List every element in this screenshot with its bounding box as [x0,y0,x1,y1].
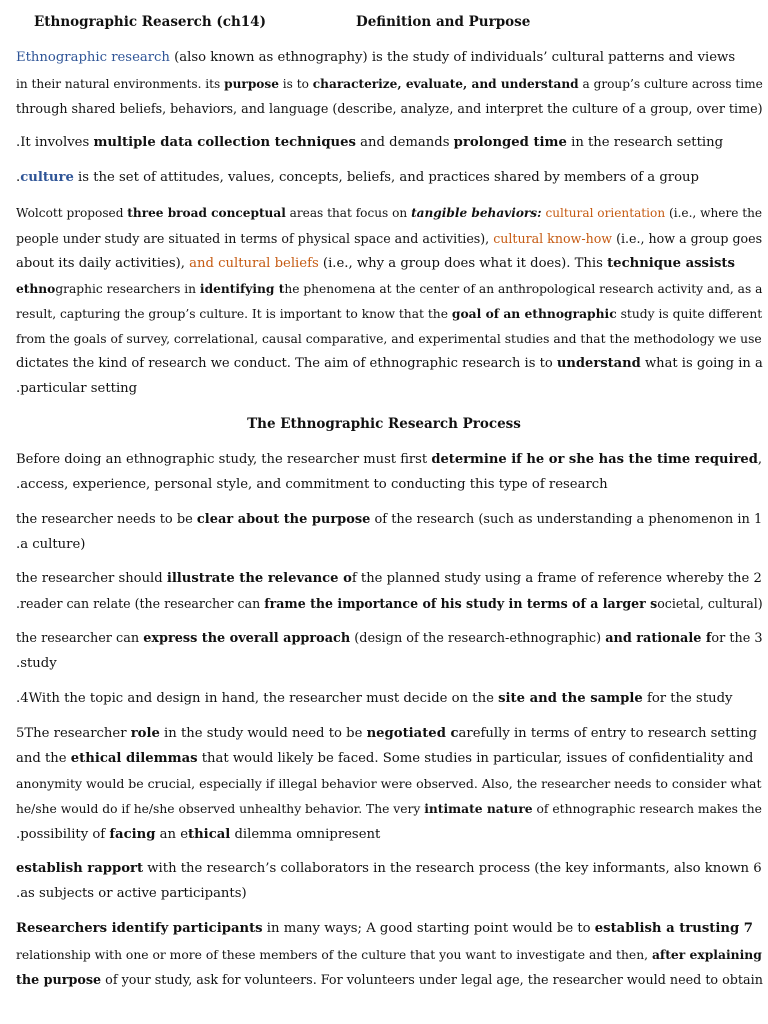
paragraph-line: through shared beliefs, behaviors, and language (describe, analyze, and interpret the culture of a group, over time) [16,101,763,116]
paragraph-line: and the ethical dilemmas that would likely be faced. Some studies in particular, issues of confidentiality and [16,751,754,766]
paragraph-line: people under study are situated in terms of physical space and activities), cultural know-how (i.e., how a group goes [16,231,763,246]
list-item-step-1: the researcher needs to be clear about the purpose of the research (such as understanding a phenomenon in 1 [16,512,763,527]
paragraph-line: Before doing an ethnographic study, the researcher must first determine if he or she has the time required, [16,452,763,467]
paragraph-line: .It involves multiple data collection techniques and demands prolonged time in the research setting [16,135,724,150]
term-cultural-know-how: cultural know-how [493,231,613,246]
paragraph-line: result, capturing the group’s culture. It is important to know that the goal of an ethnographic study is quite different [16,306,763,321]
list-item-step-5: 5The researcher role in the study would need to be negotiated carefully in terms of entry to research setting [16,726,757,741]
paragraph-line: .possibility of facing an ethical dilemma omnipresent [16,827,381,842]
paragraph-line: in their natural environments. its purpose is to characterize, evaluate, and understand a group’s culture across time [16,77,763,91]
list-item-step-3: the researcher can express the overall approach (design of the research-ethnographic) and rationale for the 3 [16,631,763,646]
paragraph-line: ethnographic researchers in identifying the phenomena at the center of an anthropological research activity and, as a [16,282,763,296]
paragraph-line: Ethnographic research (also known as ethnography) is the study of individuals’ cultural patterns and views [16,50,736,65]
term-ethnographic-research: Ethnographic research [16,50,170,65]
term-cultural-orientation: cultural orientation [545,206,666,220]
paragraph-line: .study [16,656,57,671]
paragraph-line: Wolcott proposed three broad conceptual areas that focus on tangible behaviors: cultural orientation (i.e., where the [16,206,763,220]
paragraph-line: relationship with one or more of these members of the culture that you want to investigate and then, after explaining [16,947,762,962]
paragraph-line: .as subjects or active participants) [16,886,247,901]
paragraph-line: .a culture) [16,537,86,552]
document-heading: Ethnographic Reaserch (ch14) [34,14,266,30]
list-item-step-6: establish rapport with the research’s collaborators in the research process (the key informants, also known 6 [16,861,762,876]
paragraph-line: from the goals of survey, correlational, causal comparative, and experimental studies and that the methodology we use [16,332,762,346]
paragraph-line: he/she would do if he/she observed unhealthy behavior. The very intimate nature of ethnographic research makes the [16,801,762,816]
section-heading-definition: Definition and Purpose [356,14,531,30]
term-cultural-beliefs: and cultural beliefs [189,256,319,271]
paragraph-line: .culture is the set of attitudes, values, concepts, beliefs, and practices shared by members of a group [16,170,699,185]
list-item-step-2: the researcher should illustrate the relevance of the planned study using a frame of reference whereby the 2 [16,571,762,586]
list-item-step-7: Researchers identify participants in many ways; A good starting point would be to establish a trusting 7 [16,921,753,936]
paragraph-line: dictates the kind of research we conduct. The aim of ethnographic research is to understand what is going in a [16,356,763,371]
term-culture: culture [20,170,74,185]
paragraph-line: the purpose of your study, ask for volunteers. For volunteers under legal age, the researcher would need to obtain [16,972,763,987]
paragraph-line: anonymity would be crucial, especially if illegal behavior were observed. Also, the researcher needs to consider what [16,776,762,791]
paragraph-line: .access, experience, personal style, and commitment to conducting this type of research [16,477,608,492]
paragraph-line: .particular setting [16,381,138,396]
paragraph-line: about its daily activities), and cultural beliefs (i.e., why a group does what it does). This technique assists [16,256,735,271]
paragraph-line: .reader can relate (the researcher can frame the importance of his study in terms of a larger societal, cultural) [16,596,763,611]
section-title: The Ethnographic Research Process [247,416,521,432]
list-item-step-4: .4With the topic and design in hand, the researcher must decide on the site and the sample for the study [16,691,733,706]
